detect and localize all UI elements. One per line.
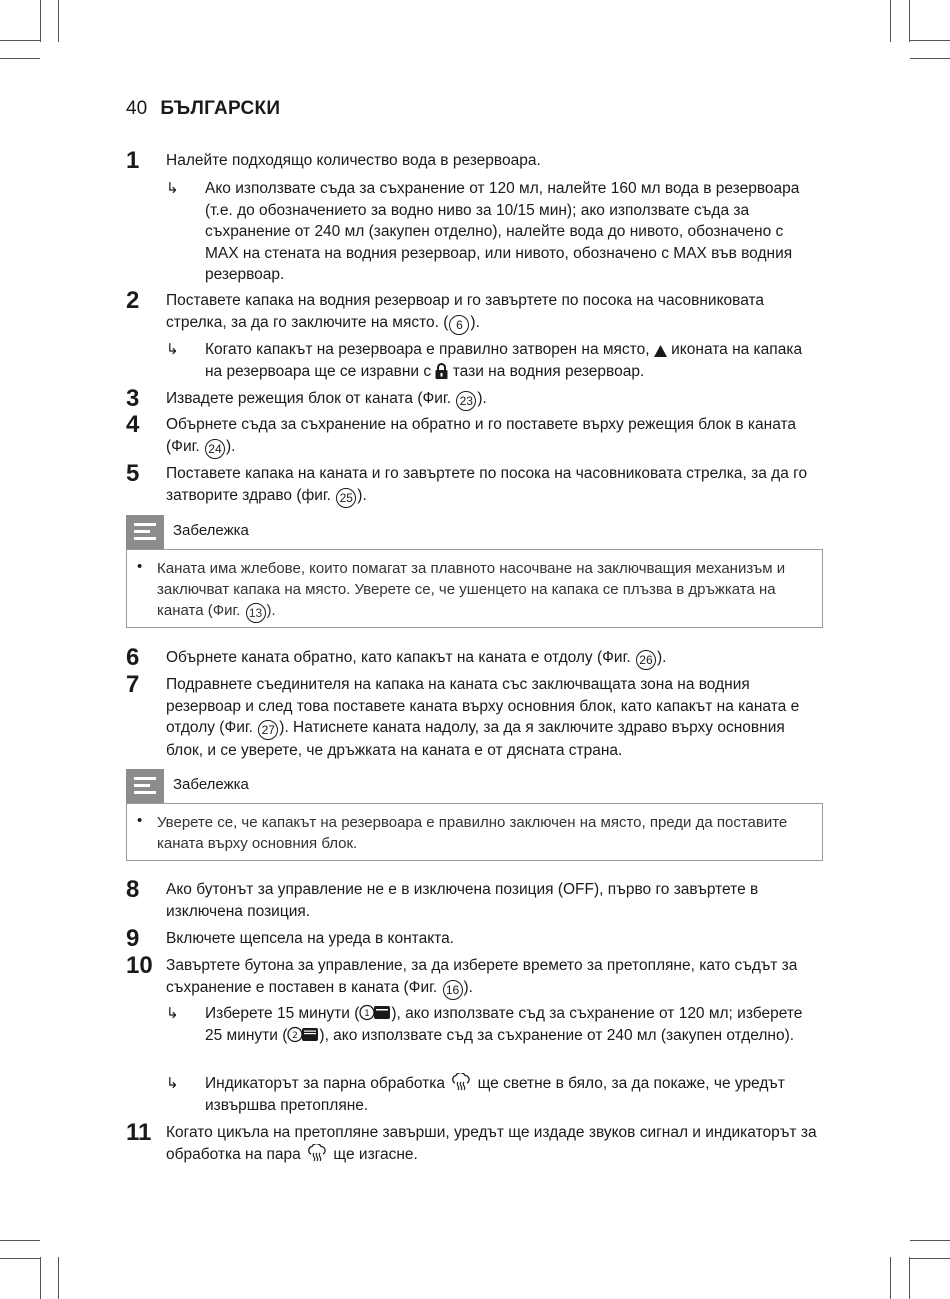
note-box	[126, 803, 823, 861]
step-number: 3	[126, 385, 140, 412]
svg-text:1: 1	[364, 1009, 371, 1019]
crop-mark	[0, 40, 40, 41]
figure-reference: 23	[456, 391, 476, 411]
crop-mark	[910, 1258, 950, 1259]
step-3	[126, 385, 826, 412]
section-language: БЪЛГАРСКИ	[160, 98, 281, 119]
step-8	[126, 876, 826, 922]
step-number: 5	[126, 460, 140, 487]
bullet: •	[137, 812, 143, 829]
step-9	[126, 925, 826, 952]
note-box	[126, 549, 823, 628]
step-10	[126, 952, 826, 1000]
timer-25-icon	[287, 1026, 319, 1043]
result-arrow-icon: ↳	[166, 1005, 179, 1022]
step-text: Поставете капака на водния резервоар и го завъртете по посока на часовниковата стрелка, за да го заключите на място. ( 6 ).	[166, 290, 826, 335]
svg-text:2: 2	[292, 1030, 299, 1041]
step-number: 2	[126, 287, 140, 314]
step-4	[126, 411, 826, 459]
triangle-up-icon	[654, 345, 667, 357]
step-number: 7	[126, 671, 140, 698]
step-text: Когато цикъла на претопляне завърши, уредът ще издаде звуков сигнал и индикаторът за обработка на пара ще изгасне.	[166, 1124, 817, 1163]
figure-reference: 24	[205, 439, 225, 459]
step-10-result-2	[166, 1073, 821, 1116]
step-text: Поставете капака на каната и го завъртете по посока на часовниковата стрелка, за да го затворите здраво (фиг. 25 ).	[166, 463, 826, 508]
padlock-icon	[435, 363, 448, 379]
crop-mark	[909, 0, 910, 42]
crop-mark	[40, 1257, 41, 1299]
result-text: Изберете 15 минути ( 1 ), ако използвате съд за съхранение от 120 мл; изберете 25 минути ( 2 ), ако използвате съд за съхранение от 240 мл (закупен отделно).	[205, 1005, 803, 1044]
step-6	[126, 644, 826, 671]
step-11	[126, 1119, 826, 1165]
steam-icon	[305, 1144, 329, 1162]
step-text: Обърнете каната обратно, като капакът на каната е отдолу (Фиг. 26 ).	[166, 647, 826, 670]
step-number: 6	[126, 644, 140, 671]
step-number: 10	[126, 952, 153, 979]
page-header	[126, 98, 280, 120]
step-text: Ако бутонът за управление не е в изключена позиция (OFF), първо го завъртете в изключена позиция.	[166, 881, 759, 920]
bullet: •	[137, 558, 143, 575]
note-text: Каната има жлебове, които помагат за плавното насочване на заключващия механизъм и заключват капака на място. Уверете се, че ушенцето на капака се плъзва в дръжката на каната (Фиг. 13 ).	[157, 558, 814, 623]
figure-reference: 27	[258, 720, 278, 740]
step-text: Извадете режещия блок от каната (Фиг. 23 ).	[166, 388, 826, 411]
step-text: Подравнете съединителя на капака на каната със заключващата зона на водния резервоар и след това поставете каната върху основния блок, като капакът на каната е отдолу (Фиг. 27 ). Натиснете каната надолу, за да я заключите здраво върху основния блок, и се уверете, че дръжката на каната е от дясната страна.	[166, 676, 800, 759]
figure-reference: 6	[449, 315, 469, 335]
step-number: 4	[126, 411, 140, 438]
step-number: 9	[126, 925, 140, 952]
result-arrow-icon: ↳	[166, 1075, 179, 1092]
figure-reference: 26	[636, 650, 656, 670]
figure-reference: 16	[443, 980, 463, 1000]
timer-15-icon	[359, 1004, 391, 1021]
step-number: 8	[126, 876, 140, 903]
step-10-result-1	[166, 1003, 821, 1046]
step-1-result	[166, 178, 821, 286]
crop-mark	[890, 1257, 891, 1299]
crop-mark	[910, 1240, 950, 1241]
figure-reference: 13	[246, 603, 266, 623]
crop-mark	[910, 58, 950, 59]
note-lines-icon	[126, 769, 164, 803]
step-text: Завъртете бутона за управление, за да изберете времето за претопляне, като съдът за съхранение е поставен в каната (Фиг. 16 ).	[166, 955, 826, 1000]
crop-mark	[0, 1240, 40, 1241]
step-1	[126, 147, 826, 174]
crop-mark	[58, 1257, 59, 1299]
note-text: Уверете се, че капакът на резервоара е правилно заключен на място, преди да поставите каната върху основния блок.	[157, 814, 788, 852]
note-label: Забележка	[173, 776, 249, 793]
note-lines-icon	[126, 515, 164, 549]
crop-mark	[910, 40, 950, 41]
step-text: Включете щепсела на уреда в контакта.	[166, 930, 455, 947]
note-label: Забележка	[173, 522, 249, 539]
page-number: 40	[126, 98, 148, 119]
step-5	[126, 460, 826, 508]
steam-icon	[449, 1073, 473, 1091]
crop-mark	[909, 1257, 910, 1299]
result-text: Ако използвате съда за съхранение от 120 мл, налейте 160 мл вода в резервоара (т.е. до обозначението за водно ниво за 10/15 мин); ако използвате съда за съхранение от 240 мл (закупен отделно), налейте вода до нивото, обозначено с MAX на стената на водния резервоар, или нивото, обозначено с MAX във водния резервоар.	[205, 180, 800, 283]
figure-reference: 25	[336, 488, 356, 508]
crop-mark	[0, 58, 40, 59]
result-text: Когато капакът на резервоара е правилно затворен на място, иконата на капака на резервоара ще се изравни с тази на водния резервоар.	[205, 341, 803, 380]
step-number: 1	[126, 147, 140, 174]
result-text: Индикаторът за парна обработка ще светне в бяло, за да покаже, че уредът извършва претопляне.	[205, 1073, 821, 1116]
result-arrow-icon: ↳	[166, 180, 179, 197]
step-text: Обърнете съда за съхранение на обратно и го поставете върху режещия блок в каната (Фиг. 24 ).	[166, 414, 826, 459]
crop-mark	[58, 0, 59, 42]
step-7	[126, 671, 826, 762]
step-number: 11	[126, 1119, 152, 1146]
step-text: Налейте подходящо количество вода в резервоара.	[166, 152, 541, 169]
step-2	[126, 287, 826, 335]
result-arrow-icon: ↳	[166, 341, 179, 358]
crop-mark	[890, 0, 891, 42]
step-2-result	[166, 339, 821, 382]
crop-mark	[40, 0, 41, 42]
crop-mark	[0, 1258, 40, 1259]
